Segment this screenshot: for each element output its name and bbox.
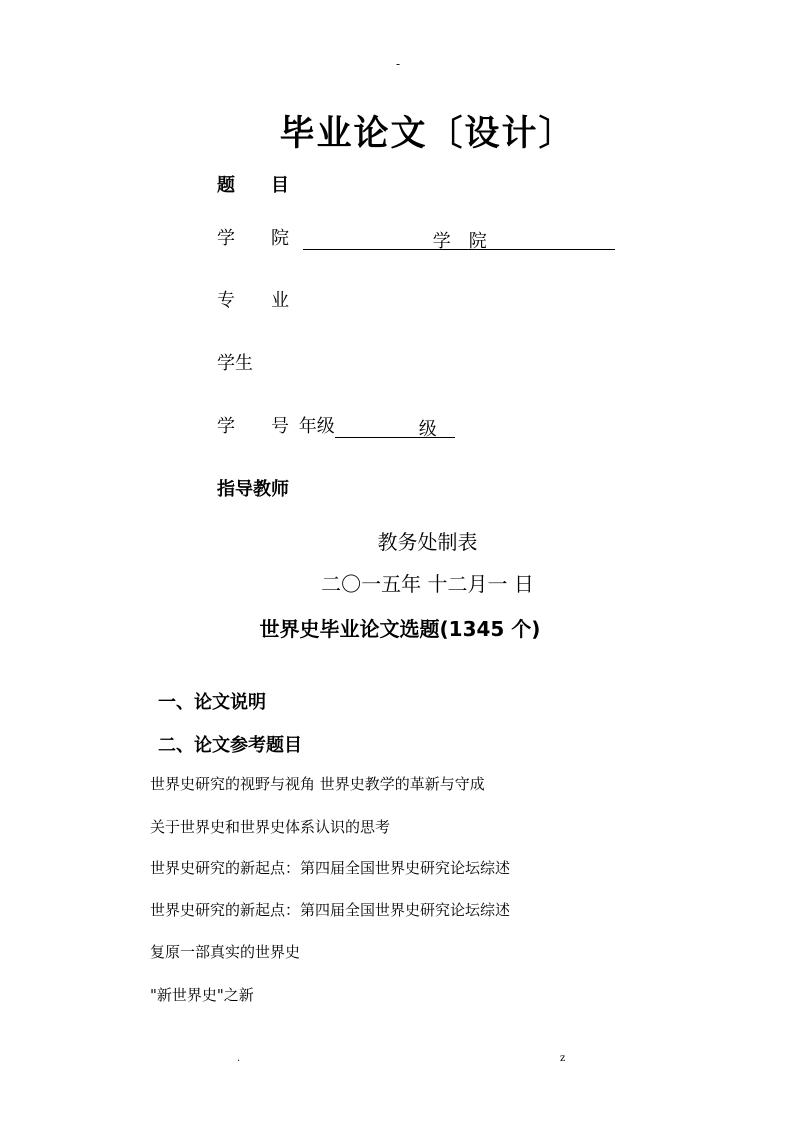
advisor-row: [217, 475, 289, 501]
topic-item: 复原一部真实的世界史: [150, 943, 301, 961]
topic-item: "新世界史"之新: [150, 986, 254, 1004]
topic-item: 世界史研究的新起点：第四届全国世界史研究论坛综述: [150, 901, 511, 919]
topic-item: 关于世界史和世界史体系认识的思考: [150, 818, 391, 836]
topic-item: 世界史研究的视野与视角 世界史教学的革新与守成: [150, 775, 485, 793]
grade-label: 年级: [298, 416, 335, 437]
issuer: 教务处制表: [377, 530, 478, 554]
college-field: [303, 227, 615, 250]
section-two-heading: 二、论文参考题目: [158, 735, 302, 756]
header-mark: -: [396, 57, 401, 71]
student-row: [217, 349, 253, 375]
number-row: [217, 412, 455, 438]
document-title: 毕业论文〔设计〕: [279, 114, 576, 154]
topic-item: 世界史研究的新起点：第四届全国世界史研究论坛综述: [150, 859, 511, 877]
major-label: 专 业: [217, 290, 289, 311]
subtitle: 世界史毕业论文选题(1345 个): [259, 617, 541, 641]
footer-left-mark: .: [237, 1053, 241, 1064]
footer-right-mark: z: [560, 1053, 566, 1064]
topic-label: 题 目: [217, 175, 289, 196]
grade-field: [335, 415, 455, 438]
topic-row: [217, 171, 289, 197]
major-row: [217, 286, 289, 312]
college-row: [217, 224, 615, 250]
section-one-heading: 一、论文说明: [158, 692, 266, 713]
number-label: 学 号: [217, 416, 289, 437]
college-value: 学 院: [432, 231, 487, 252]
college-label: 学 院: [217, 228, 289, 249]
student-label: 学生: [217, 353, 253, 374]
date: 二〇一五年 十二月一 日: [321, 572, 534, 596]
grade-value: 级: [418, 419, 437, 440]
advisor-label: 指导教师: [217, 479, 289, 500]
